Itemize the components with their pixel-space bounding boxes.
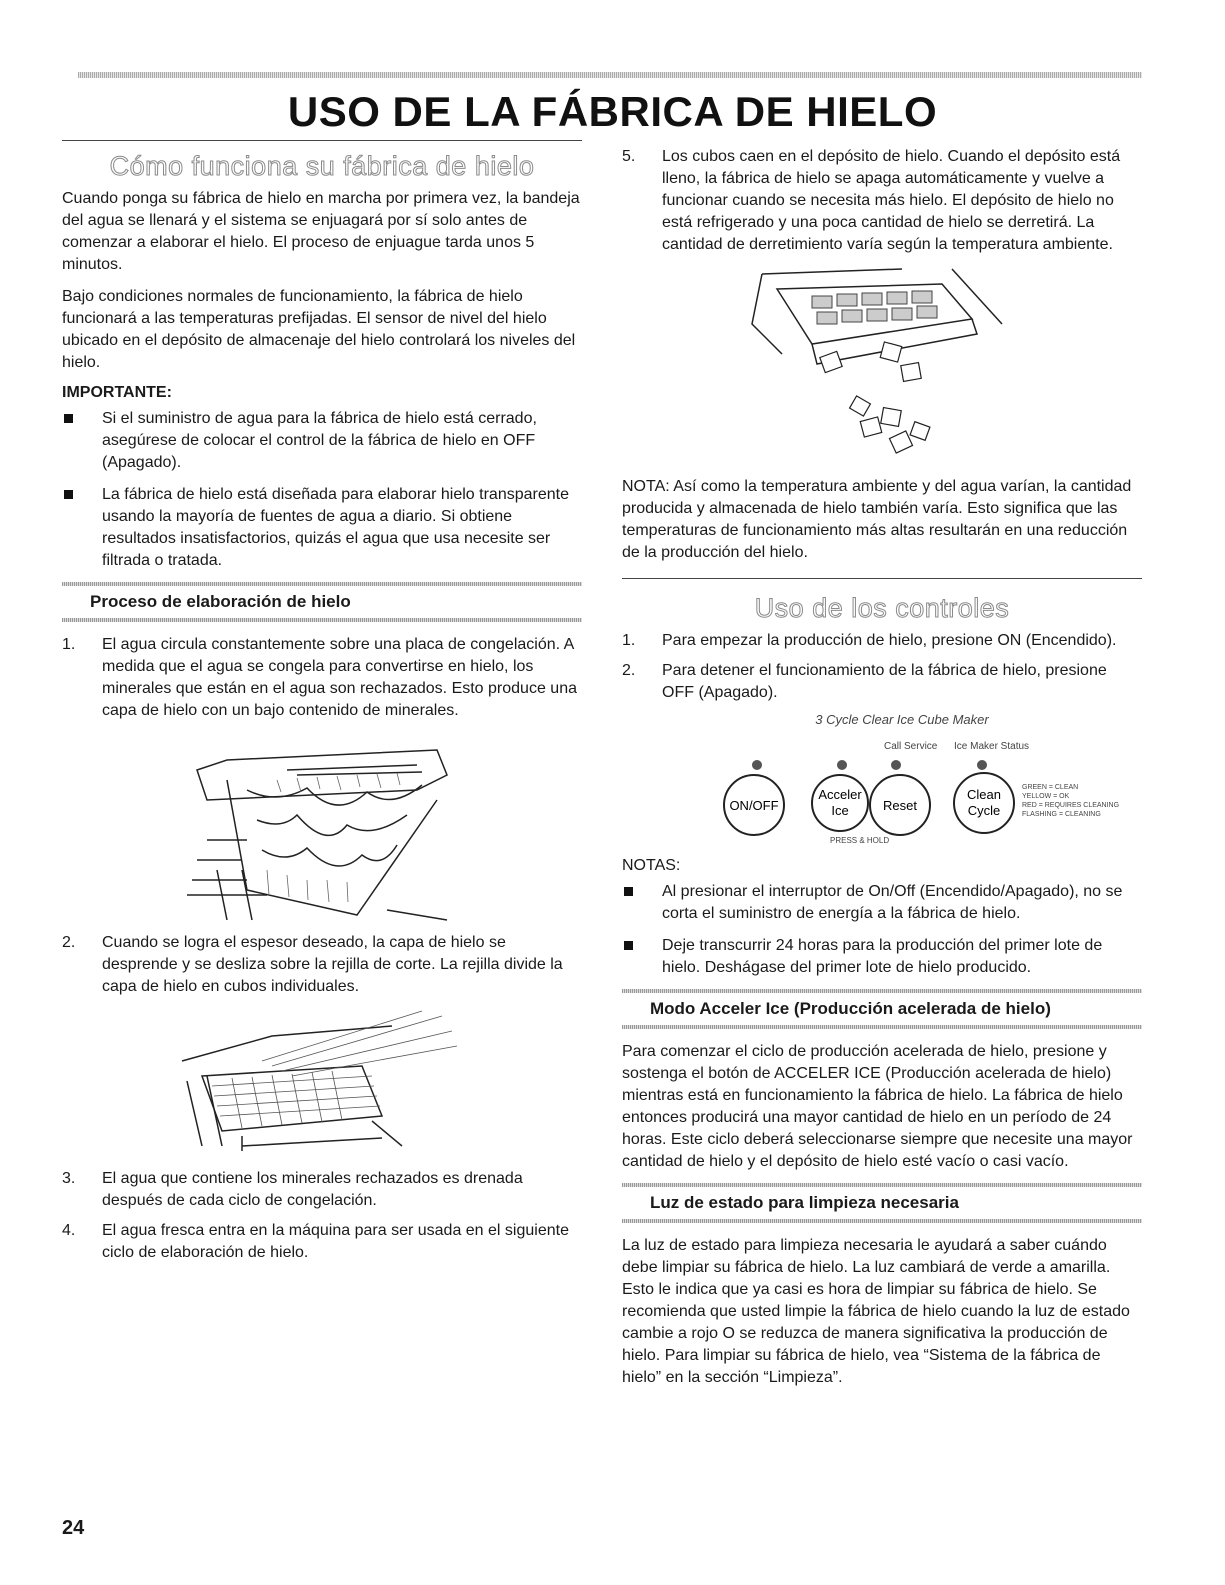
call-service-light bbox=[891, 760, 901, 770]
intro-paragraph-1: Cuando ponga su fábrica de hielo en marcha por primera vez, la bandeja del agua se llenará y el sistema se enjuagará por sí solo antes de comenzar a elaborar el hielo. El proceso de enjuague tarda unos 5 minutos. bbox=[62, 190, 580, 273]
notas-bullet: Al presionar el interruptor de On/Off (Encendido/Apagado), no se corta el suministro de energía a la fábrica de hielo. bbox=[622, 881, 1142, 925]
section-title-controls: Uso de los controles bbox=[754, 593, 1010, 623]
control-step: 2. Para detener el funcionamiento de la fábrica de hielo, presione OFF (Apagado). bbox=[622, 662, 1107, 701]
status-label: Ice Maker Status bbox=[954, 741, 1030, 752]
status-subsection-header bbox=[622, 1183, 1142, 1223]
svg-text:Ice: Ice bbox=[831, 803, 849, 818]
clean-cycle-button[interactable] bbox=[954, 773, 1014, 833]
dotted-rule bbox=[62, 618, 582, 622]
important-bullet: La fábrica de hielo está diseñada para elaborar hielo transparente usando la mayoría de fuentes de agua a diario. Si obtiene resultados insatisfactorios, quizás el agua que usa necesite ser filtrada o tratada. bbox=[62, 484, 582, 572]
svg-text:Cycle: Cycle bbox=[967, 803, 1001, 818]
reset-button[interactable] bbox=[870, 775, 930, 835]
process-subsection-header bbox=[62, 582, 582, 622]
acceler-subsection-header bbox=[622, 989, 1142, 1029]
indicator-light bbox=[837, 760, 847, 770]
onoff-button[interactable] bbox=[724, 775, 784, 835]
control-steps bbox=[622, 630, 1142, 704]
top-divider bbox=[78, 72, 1142, 78]
call-service-label: Call Service bbox=[884, 741, 938, 752]
control-step: 1. Para empezar la producción de hielo, presione ON (Encendido). bbox=[622, 632, 1117, 649]
dotted-rule bbox=[622, 1219, 1142, 1223]
panel-caption: 3 Cycle Clear Ice Cube Maker bbox=[815, 712, 989, 727]
svg-text:Reset: Reset bbox=[883, 798, 917, 813]
process-steps bbox=[62, 634, 582, 722]
freezing-plate-illustration bbox=[187, 730, 457, 920]
section-rule bbox=[62, 140, 582, 141]
process-steps bbox=[62, 932, 582, 998]
important-label: IMPORTANTE: bbox=[62, 384, 172, 401]
status-light bbox=[977, 760, 987, 770]
status-legend bbox=[1022, 784, 1119, 818]
process-step: 4. El agua fresca entra en la máquina para ser usada en el siguiente ciclo de elaboración de hielo. bbox=[62, 1222, 569, 1261]
svg-text:YELLOW = OK: YELLOW = OK bbox=[1022, 793, 1070, 800]
acceler-paragraph: Para comenzar el ciclo de producción acelerada de hielo, presione y sostenga el botón de ACCELER ICE (Producción acelerada de hielo) mientras está en funcionamiento la fábrica de hielo. La fábrica de hielo entonces producirá una mayor cantidad de hielo en un período de 24 horas. Este ciclo deberá seleccionarse siempre que necesite una mayor cantidad de hielo y el depósito de hielo esté vacío o casi vacío. bbox=[622, 1043, 1133, 1170]
acceler-title: Modo Acceler Ice (Producción acelerada de hielo) bbox=[650, 999, 1051, 1018]
process-steps bbox=[62, 1168, 582, 1264]
notas-list bbox=[622, 881, 1142, 979]
right-column bbox=[622, 146, 1142, 1399]
intro-paragraph-2: Bajo condiciones normales de funcionamiento, la fábrica de hielo funcionará a las temperaturas prefijadas. El sensor de nivel del hielo ubicado en el depósito de almacenaje del hielo controlará los niveles del hielo. bbox=[62, 288, 576, 371]
status-paragraph: La luz de estado para limpieza necesaria le ayudará a saber cuándo debe limpiar su fábrica de hielo. La luz cambiará de verde a amarilla. Esto le indica que ya casi es hora de limpiar su fábrica de hielo. Se recomienda que usted limpie la fábrica de hielo cuando la luz de estado cambie a rojo O se reduzca de manera significativa la producción de hielo. Para limpiar su fábrica de hielo, vea “Sistema de la fábrica de hielo” en la sección “Limpieza”. bbox=[622, 1237, 1130, 1386]
process-steps bbox=[622, 146, 1142, 256]
process-title: Proceso de elaboración de hielo bbox=[90, 592, 351, 611]
svg-text:Clean: Clean bbox=[967, 787, 1001, 802]
nota-paragraph: NOTA: Así como la temperatura ambiente y del agua varían, la cantidad producida y almacenada de hielo también varía. Esto significa que las temperaturas de funcionamiento más altas resultarán en una reducción de la producción del hielo. bbox=[622, 478, 1132, 561]
important-list bbox=[62, 408, 582, 572]
process-step: 1. El agua circula constantemente sobre una placa de congelación. A medida que el agua se congela para convertirse en hielo, los minerales que están en el agua son rechazados. Esto produce una capa de hielo con un bajo contenido de minerales. bbox=[62, 636, 577, 719]
page-title: USO DE LA FÁBRICA DE HIELO bbox=[287, 88, 938, 135]
indicator-light bbox=[752, 760, 762, 770]
ice-bin-illustration bbox=[752, 264, 1012, 464]
acceler-ice-button[interactable] bbox=[812, 775, 868, 831]
svg-text:RED = REQUIRES CLEANING: RED = REQUIRES CLEANING bbox=[1022, 802, 1120, 809]
process-step: 2. Cuando se logra el espesor deseado, la capa de hielo se desprende y se desliza sobre la rejilla de corte. La rejilla divide la capa de hielo en cubos individuales. bbox=[62, 934, 563, 995]
svg-text:Acceler: Acceler bbox=[818, 787, 862, 802]
page-number: 24 bbox=[62, 1517, 85, 1539]
status-title: Luz de estado para limpieza necesaria bbox=[650, 1193, 959, 1212]
section-rule bbox=[622, 578, 1142, 579]
cutting-grid-illustration bbox=[182, 1006, 462, 1156]
control-panel-diagram bbox=[672, 735, 1120, 845]
process-step: 5. Los cubos caen en el depósito de hielo. Cuando el depósito está lleno, la fábrica de hielo se apaga automáticamente y vuelve a funcionar cuando se necesita más hielo. El depósito de hielo no está refrigerado y una poca cantidad de hielo se derretirá. La cantidad de derretimiento varía según la temperatura ambiente. bbox=[622, 148, 1121, 253]
nota-label: NOTA: bbox=[622, 478, 670, 495]
notas-bullet: Deje transcurrir 24 horas para la producción del primer lote de hielo. Deshágase del primer lote de hielo producido. bbox=[622, 935, 1142, 979]
process-step: 3. El agua que contiene los minerales rechazados es drenada después de cada ciclo de congelación. bbox=[62, 1170, 523, 1209]
important-bullet: Si el suministro de agua para la fábrica de hielo está cerrado, asegúrese de colocar el control de la fábrica de hielo en OFF (Apagado). bbox=[62, 408, 582, 474]
svg-text:ON/OFF: ON/OFF bbox=[729, 798, 779, 813]
svg-text:GREEN = CLEAN: GREEN = CLEAN bbox=[1022, 784, 1079, 791]
dotted-rule bbox=[622, 1025, 1142, 1029]
press-hold-label: PRESS & HOLD bbox=[830, 836, 890, 845]
section-title-how-it-works: Cómo funciona su fábrica de hielo bbox=[109, 151, 535, 181]
svg-text:FLASHING = CLEANING: FLASHING = CLEANING bbox=[1022, 811, 1101, 818]
left-column bbox=[62, 140, 582, 1272]
notas-label: NOTAS: bbox=[622, 857, 681, 874]
